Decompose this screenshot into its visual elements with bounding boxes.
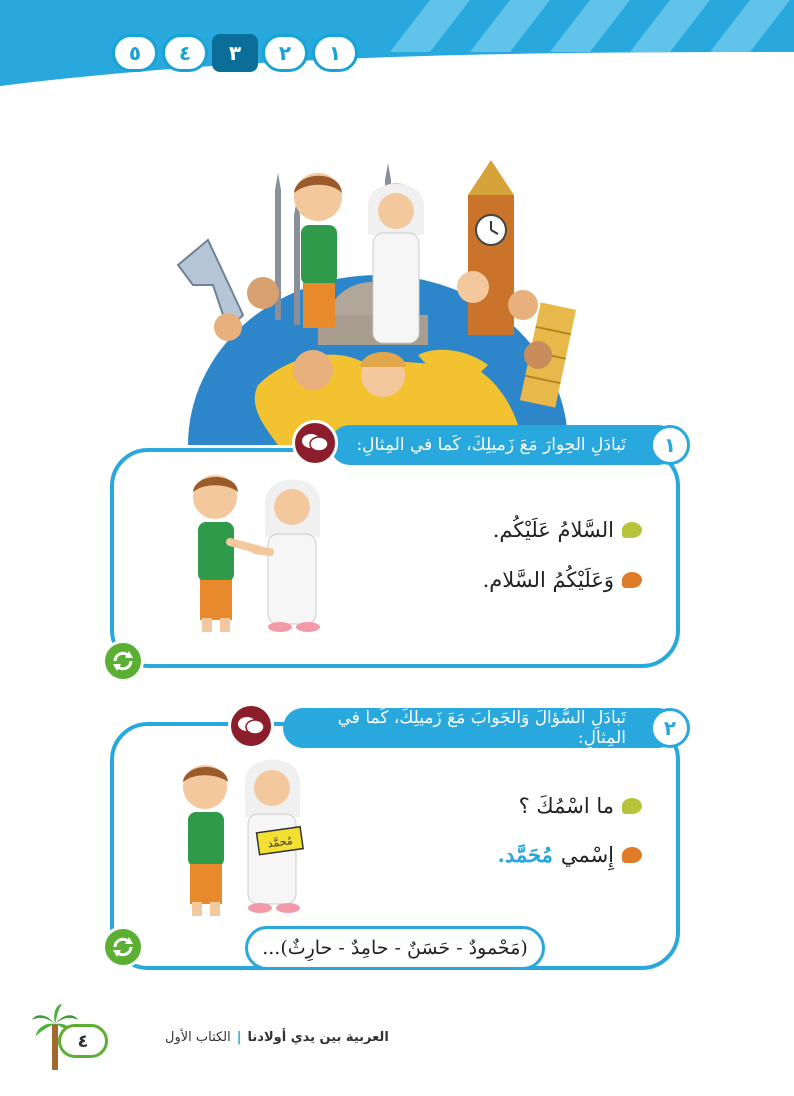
exercise-2-number: ٢: [650, 708, 690, 748]
exercise-2-instruction: تَبادَلِ السُّؤالَ وَالجَوابَ مَعَ زَميلِكَ، كَما في المِثالِ:: [283, 708, 678, 748]
answer-name: مُحَمَّد.: [497, 842, 553, 867]
lesson-steps: [112, 34, 358, 74]
speech-bubble-icon: [622, 572, 642, 588]
question-text: ما اسْمُكَ ؟: [518, 794, 614, 818]
repeat-icon[interactable]: [102, 640, 144, 682]
dialogue-line-reply: [483, 568, 642, 592]
step-2[interactable]: ٢: [262, 34, 308, 72]
dialogue-line-greeting: [493, 518, 642, 542]
hero-globe-illustration: [168, 155, 588, 445]
greeting-text: السَّلامُ عَلَيْكُم.: [492, 518, 614, 542]
exercise-1-instruction: تَبادَلِ الحِوارَ مَعَ زَميلِكَ، كَما في المِثالِ:: [330, 425, 678, 465]
dialogue-line-answer: [498, 842, 642, 867]
greeting-boys-illustration: [160, 462, 340, 642]
step-3-active[interactable]: ٣: [212, 34, 258, 72]
footer-book-info: [165, 1030, 389, 1045]
dialogue-line-question: [519, 794, 642, 818]
speech-bubble-icon: [622, 798, 642, 814]
repeat-icon[interactable]: [102, 926, 144, 968]
chat-icon: [292, 420, 338, 466]
footer-separator: |: [236, 1030, 242, 1045]
name-card-boys-illustration: [160, 752, 340, 922]
name-card-label: مُحمَّد: [266, 834, 294, 851]
step-4[interactable]: ٤: [162, 34, 208, 72]
names-list: (مَحْمودٌ - حَسَنٌ - حامِدٌ - حارِثٌ)...: [245, 926, 545, 970]
answer-prefix: إِسْمي: [560, 842, 614, 867]
book-title: العربية بين يدي أولادنا: [247, 1030, 389, 1045]
step-5[interactable]: ٥: [112, 34, 158, 72]
chat-icon: [228, 703, 274, 749]
exercise-1-number: ١: [650, 425, 690, 465]
step-1[interactable]: ١: [312, 34, 358, 72]
book-volume: الكتاب الأول: [165, 1030, 231, 1045]
speech-bubble-icon: [622, 522, 642, 538]
page-number: ٤: [58, 1024, 108, 1058]
speech-bubble-icon: [622, 847, 642, 863]
reply-text: وَعَلَيْكُمُ السَّلام.: [482, 568, 614, 592]
